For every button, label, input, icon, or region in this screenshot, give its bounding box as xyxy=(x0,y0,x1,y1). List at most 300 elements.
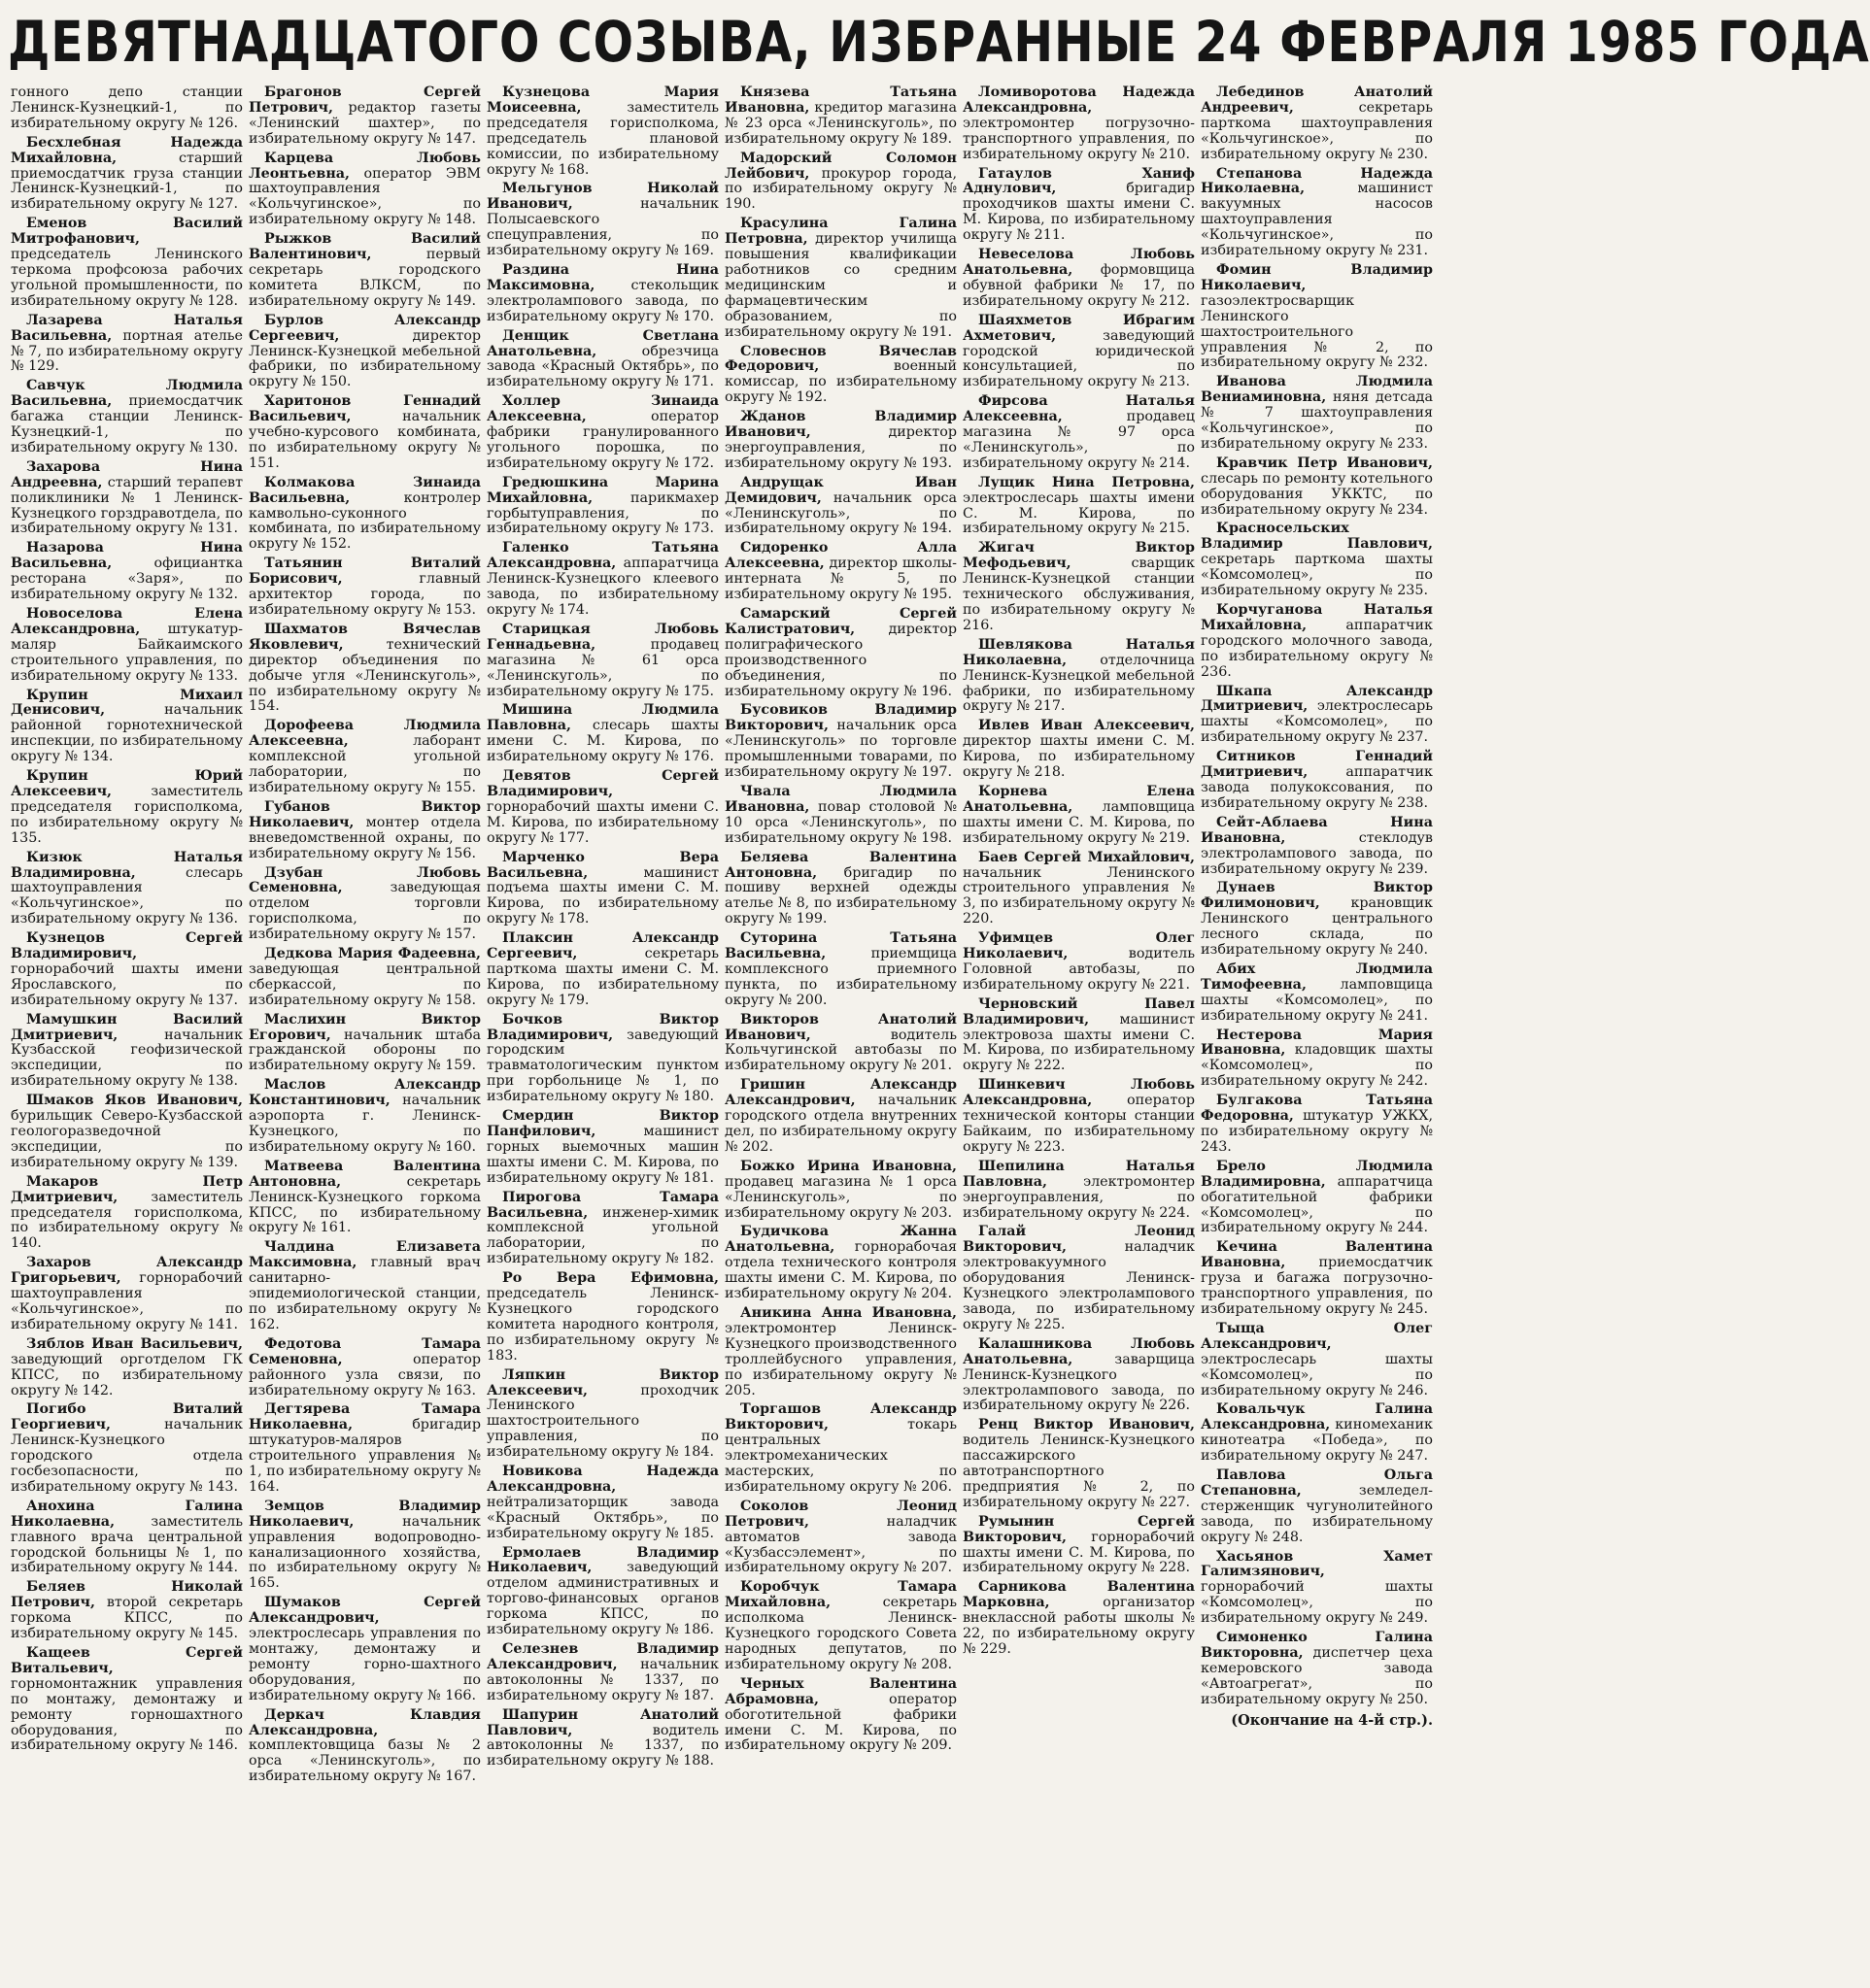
candidate-description: продавец магазина № 1 орса «Ленинскуголь», по избирательному округу № 203. xyxy=(725,1173,957,1221)
candidate-description: начальник Полысаевского спецуправления, по избирательному округу № 169. xyxy=(487,196,719,259)
candidate-entry xyxy=(11,1646,243,1754)
candidate-description: продавец магазина № 61 орса «Ленинскуголь», по избирательному округу № 175. xyxy=(487,636,719,699)
column-3 xyxy=(484,85,722,1984)
candidate-name: Зяблов Иван Васильевич, xyxy=(26,1335,243,1352)
candidate-name: Булгакова Татьяна Федоровна, xyxy=(1201,1093,1433,1125)
candidate-entry xyxy=(487,1109,719,1187)
candidate-entry xyxy=(11,607,243,685)
candidate-name: Захарова Нина Андреевна, xyxy=(11,458,243,490)
candidate-entry xyxy=(1201,881,1433,959)
candidate-description: отделочница Ленинск-Кузнецкой мебельной фабрики, по избирательному округу № 217. xyxy=(963,652,1195,715)
candidate-name: Сейт-Аблаева Нина Ивановна, xyxy=(1201,814,1433,846)
candidate-name: Фирсова Наталья Алексеевна, xyxy=(963,393,1195,425)
candidate-name: Аникина Анна Ивановна, xyxy=(740,1304,957,1321)
candidate-entry xyxy=(725,1499,957,1577)
candidate-description: горнорабочий шахты «Комсомолец», по избирательному округу № 249. xyxy=(1201,1579,1433,1627)
candidate-entry xyxy=(963,167,1195,245)
candidate-entry xyxy=(725,1160,957,1222)
candidate-entry xyxy=(249,1160,481,1237)
candidate-entry xyxy=(11,1013,243,1091)
candidate-description: начальник Кузбасской геофизической экспедиции, по избирательному округу № 138. xyxy=(11,1027,243,1090)
candidate-name: Девятов Сергей Владимирович, xyxy=(487,768,719,799)
candidate-name: Селезнев Владимир Александрович, xyxy=(487,1641,719,1672)
candidate-entry xyxy=(487,394,719,472)
candidate-description: машинист горных выемочных машин шахты имени С. М. Кирова, по избирательному округу № 181. xyxy=(487,1124,719,1186)
candidate-name: Божко Ирина Ивановна, xyxy=(740,1158,957,1174)
candidate-name: Будичкова Жанна Анатольевна, xyxy=(725,1224,957,1256)
candidate-name: Жданов Владимир Иванович, xyxy=(725,409,957,441)
candidate-entry xyxy=(11,1175,243,1253)
candidate-description: электрослесарь шахты «Комсомолец», по избирательному округу № 237. xyxy=(1201,698,1433,746)
candidate-entry xyxy=(963,248,1195,310)
candidate-name: Беляев Николай Петрович, xyxy=(11,1579,243,1611)
candidate-name: Земцов Владимир Николаевич, xyxy=(249,1498,481,1530)
candidate-entry xyxy=(725,345,957,407)
candidate-description: бригадир по пошиву верхней одежды ателье № 8, по избирательному округу № 199. xyxy=(725,864,958,927)
candidate-entry xyxy=(1201,375,1433,453)
candidate-description: заварщица Ленинск-Кузнецкого электролампового завода, по избирательному округу № 226. xyxy=(963,1351,1195,1414)
candidate-entry xyxy=(11,217,243,309)
candidate-name: Крупин Михаил Денисович, xyxy=(11,687,243,719)
candidate-description: продавец магазина № 97 орса «Ленинскуголь», по избирательному округу № 214. xyxy=(963,409,1195,471)
candidate-description: электрослесарь шахты имени С. М. Кирова, по избирательному округу № 215. xyxy=(963,489,1195,537)
candidate-description: ламповщица шахты «Комсомолец», по избирательному округу № 241. xyxy=(1201,976,1433,1024)
candidate-entry xyxy=(249,1402,481,1495)
candidate-entry xyxy=(487,182,719,259)
candidate-name: Тыща Олег Александрович, xyxy=(1201,1320,1433,1352)
candidate-name: Брело Людмила Владимировна, xyxy=(1201,1158,1433,1190)
candidate-entry xyxy=(963,85,1195,163)
candidate-description: начальник орса «Ленинскуголь», по избирательному округу № 194. xyxy=(725,489,957,537)
candidate-name: Лущик Нина Петровна, xyxy=(978,474,1195,490)
candidate-name: Захаров Александр Григорьевич, xyxy=(11,1255,243,1287)
candidate-description: бригадир проходчиков шахты имени С. М. Кирова, по избирательному округу № 211. xyxy=(963,181,1195,244)
candidate-description: старший приемосдатчик груза станции Ленинск-Кузнецкий-1, по избирательному округу № 127. xyxy=(11,150,243,213)
candidate-name: Шахматов Вячеслав Яковлевич, xyxy=(249,621,481,653)
candidate-entry xyxy=(1201,456,1433,519)
candidate-name: Раздина Нина Максимовна, xyxy=(487,261,719,293)
candidate-entry xyxy=(249,556,481,619)
candidate-name: Мадорский Соломон Лейбович, xyxy=(725,150,957,182)
candidate-description: лаборант комплексной угольной лаборатории, по избирательному округу № 155. xyxy=(249,733,481,795)
candidate-description: диспетчер цеха кемеровского завода «Автоагрегат», по избирательному округу № 250. xyxy=(1201,1645,1434,1707)
candidate-entry xyxy=(487,703,719,765)
candidate-description: заведующий городским травматологическим пунктом при горбольнице № 1, по избирательному округу № 180. xyxy=(487,1027,719,1105)
candidate-entry xyxy=(11,851,243,928)
candidate-entry xyxy=(963,785,1195,847)
candidate-entry xyxy=(1201,1028,1433,1091)
candidate-name: Бочков Виктор Владимирович, xyxy=(487,1011,719,1043)
candidate-description: начальник автоколонны № 1337, по избирательному округу № 187. xyxy=(487,1656,719,1703)
candidate-entry xyxy=(249,152,481,229)
candidate-entry xyxy=(487,1013,719,1105)
candidate-entry xyxy=(963,1418,1195,1510)
candidate-entry xyxy=(487,931,719,1009)
candidate-description: оператор фабрики гранулированного угольного порошка, по избирательному округу № 172. xyxy=(487,409,719,471)
candidate-description: официантка ресторана «Заря», по избирательному округу № 132. xyxy=(11,556,243,603)
candidate-description: киномеханик кинотеатра «Победа», по избирательному округу № 247. xyxy=(1201,1417,1433,1465)
candidate-description: заведующая отделом торговли горисполкома, по избирательному округу № 157. xyxy=(249,880,481,943)
candidate-description: электромонтер энергоуправления, по избирательному округу № 224. xyxy=(963,1173,1195,1221)
candidate-description: ламповщица шахты имени С. М. Кирова, по избирательному округу № 219. xyxy=(963,798,1195,846)
column-5 xyxy=(960,85,1198,1984)
candidate-entry xyxy=(963,997,1195,1075)
candidate-name: Дедкова Мария Фадеевна, xyxy=(264,946,481,962)
candidate-entry xyxy=(725,410,957,472)
candidate-entry xyxy=(487,1546,719,1638)
candidate-name: Симоненко Галина Викторовна, xyxy=(1201,1630,1433,1661)
candidate-entry xyxy=(1201,1322,1433,1399)
candidate-description: электромонтер Ленинск-Кузнецкого производственного троллейбусного управления, по избирательному округу № 205. xyxy=(725,1320,957,1398)
candidate-name: Красносельских Владимир Павлович, xyxy=(1201,521,1433,553)
candidate-entry xyxy=(963,1078,1195,1156)
candidate-description: приемосдатчик багажа станции Ленинск-Кузнецкий-1, по избирательному округу № 130. xyxy=(11,393,243,455)
candidate-name: Баев Сергей Михайлович, xyxy=(978,849,1195,865)
candidate-name: Ренц Виктор Иванович, xyxy=(978,1417,1195,1433)
candidate-description: второй секретарь горкома КПСС, по избирательному округу № 145. xyxy=(11,1595,243,1642)
candidate-description: начальник учебно-курсового комбината, по избирательному округу № 151. xyxy=(249,409,481,471)
continuation-note: (Окончание на 4-й стр.). xyxy=(1231,1711,1433,1729)
page-headline: ДЕВЯТНАДЦАТОГО СОЗЫВА, ИЗБРАННЫЕ 24 ФЕВРАЛЯ 1985 ГОДА xyxy=(8,9,1870,75)
candidate-name: Павлова Ольга Степановна, xyxy=(1201,1467,1433,1499)
candidate-entry xyxy=(725,541,957,603)
candidate-entry xyxy=(487,1465,719,1542)
candidate-entry xyxy=(11,1499,243,1577)
candidate-entry xyxy=(11,1580,243,1642)
candidate-entry xyxy=(249,623,481,715)
candidate-description: председатель Ленинск-Кузнецкого городского комитета народного контроля, по избирательному округу № 183. xyxy=(487,1286,719,1364)
candidate-description: повар столовой № 10 орса «Ленинскуголь», по избирательному округу № 198. xyxy=(725,798,957,846)
candidate-name: Румынин Сергей Викторович, xyxy=(963,1513,1195,1545)
candidate-name: Беляева Валентина Антоновна, xyxy=(725,849,957,881)
candidate-name: Ро Вера Ефимовна, xyxy=(502,1270,719,1287)
candidate-description: слесарь шахтоуправления «Кольчугинское», по избирательному округу № 136. xyxy=(11,864,243,927)
candidate-description: заведующий городской юридической консультацией, по избирательному округу № 213. xyxy=(963,327,1195,390)
candidate-entry xyxy=(725,1402,957,1495)
candidate-entry xyxy=(1201,1160,1433,1237)
candidate-description: секретарь парткома шахты имени С. М. Кирова, по избирательному округу № 179. xyxy=(487,946,719,1008)
candidate-entry xyxy=(963,314,1195,391)
candidate-description: электромонтер погрузочно-транспортного управления, по избирательному округу № 210. xyxy=(963,115,1195,162)
candidate-entry xyxy=(1201,685,1433,747)
candidate-description: директор полиграфического производственного объединения, по избирательному округу № 196. xyxy=(725,621,957,699)
candidate-entry xyxy=(249,1596,481,1703)
candidate-description: заведующий орготделом ГК КПСС, по избирательному округу № 142. xyxy=(11,1351,243,1398)
candidate-name: Бесхлебная Надежда Михайловна, xyxy=(11,134,243,166)
candidate-description: электрослесарь шахты «Комсомолец», по избирательному округу № 246. xyxy=(1201,1351,1433,1398)
candidate-entry xyxy=(249,232,481,310)
candidate-description: горнорабочий шахты имени С. М. Кирова, по избирательному округу № 177. xyxy=(487,798,719,846)
candidate-name: Дорофеева Людмила Алексеевна, xyxy=(249,718,481,750)
candidate-description: технический директор объединения по добыче угля «Ленинскуголь», по избирательному округу № 154. xyxy=(249,636,481,715)
candidate-entry xyxy=(1201,167,1433,259)
candidate-entry xyxy=(487,1708,719,1770)
candidate-description: заведующий отделом административных и торгово-финансовых органов горкома КПСС, по избирательному округу № 186. xyxy=(487,1560,719,1638)
candidate-entry xyxy=(249,947,481,1009)
candidate-entry xyxy=(249,800,481,862)
candidate-name: Шумаков Сергей Александрович, xyxy=(249,1595,481,1627)
candidate-description: аппаратчик городского молочного завода, по избирательному округу № 236. xyxy=(1201,617,1433,680)
candidate-entry xyxy=(11,689,243,766)
candidate-entry xyxy=(249,1013,481,1075)
candidate-name: Лебединов Анатолий Андреевич, xyxy=(1201,84,1433,116)
candidate-description: первый секретарь городского комитета ВЛКСМ, по избирательному округу № 149. xyxy=(249,247,481,309)
candidate-entry xyxy=(11,379,243,456)
candidate-name: Хасьянов Хамет Галимзянович, xyxy=(1201,1548,1433,1580)
candidate-description: стеклодув электролампового завода, по избирательному округу № 239. xyxy=(1201,829,1433,877)
candidate-name: Новикова Надежда Александровна, xyxy=(487,1464,719,1495)
candidate-name: Шаяхметов Ибрагим Ахметович, xyxy=(963,312,1195,344)
candidate-entry xyxy=(11,1337,243,1399)
candidate-description: секретарь Ленинск-Кузнецкого горкома КПСС, по избирательному округу № 161. xyxy=(249,1173,481,1236)
candidate-entry xyxy=(249,719,481,796)
candidate-entry xyxy=(1201,85,1433,163)
candidate-description: бурильщик Северо-Кузбасской геологоразведочной экспедиции, по избирательному округу № 139. xyxy=(11,1108,243,1170)
candidate-entry xyxy=(1201,1094,1433,1156)
candidate-description: наладчик автоматов завода «Кузбассэлемент», по избирательному округу № 207. xyxy=(725,1513,957,1576)
candidate-name: Шмаков Яков Иванович, xyxy=(26,1093,243,1109)
candidate-description: парикмахер горбытуправления, по избирательному округу № 173. xyxy=(487,489,719,537)
candidate-entry xyxy=(487,1271,719,1364)
candidate-name: Жигач Виктор Мефодьевич, xyxy=(963,540,1195,572)
candidate-description: начальник Ленинского строительного управления № 3, по избирательному округу № 220. xyxy=(963,864,1195,927)
candidate-description: директор шахты имени С. М. Кирова, по избирательному округу № 218. xyxy=(963,733,1195,781)
candidate-description: организатор внеклассной работы школы № 22, по избирательному округу № 229. xyxy=(963,1595,1195,1657)
candidate-entry xyxy=(1201,1468,1433,1546)
candidate-name: Фомин Владимир Николаевич, xyxy=(1201,261,1433,293)
candidate-name: Кузнецова Мария Моисеевна, xyxy=(487,84,719,116)
candidate-entry xyxy=(725,1580,957,1672)
candidate-description: электрослесарь управления по монтажу, демонтажу и ремонту горно-шахтного оборудования, по избирательному округу № 166. xyxy=(249,1626,481,1703)
candidate-entry xyxy=(1201,263,1433,371)
candidate-description: наладчик электровакуумного оборудования Ленинск-Кузнецкого электролампового завода, по избирательному округу № 225. xyxy=(963,1239,1195,1332)
candidate-name: Кизюк Наталья Владимировна, xyxy=(11,849,243,881)
candidate-entry xyxy=(725,1078,957,1156)
candidate-description: нейтрализаторщик завода «Красный Октябрь», по избирательному округу № 185. xyxy=(487,1494,719,1541)
candidate-name: Невеселова Любовь Анатольевна, xyxy=(963,247,1195,278)
candidate-description: бригадир штукатуров-маляров строительного управления № 1, по избирательному округу № 164. xyxy=(249,1417,481,1495)
candidate-entry xyxy=(487,769,719,847)
candidate-name: Ляпкин Виктор Алексеевич, xyxy=(487,1366,719,1398)
candidate-name: Шепилина Наталья Павловна, xyxy=(963,1158,1195,1190)
candidate-name: Лазарева Наталья Васильевна, xyxy=(11,312,243,344)
candidate-name: Степанова Надежда Николаевна, xyxy=(1201,165,1433,197)
candidate-description: начальник аэропорта г. Ленинск-Кузнецкого, по избирательному округу № 160. xyxy=(249,1093,481,1155)
candidate-entry xyxy=(725,785,957,847)
candidate-description: директор энергоуправления, по избирательному округу № 193. xyxy=(725,424,957,471)
candidate-entry xyxy=(487,623,719,700)
candidate-name: Гредюшкина Марина Михайловна, xyxy=(487,474,719,506)
candidate-name: Гришин Александр Александрович, xyxy=(725,1077,957,1109)
candidate-name: Кащеев Сергей Витальевич, xyxy=(11,1645,243,1676)
candidate-name: Ломиворотова Надежда Александровна, xyxy=(963,84,1195,116)
candidate-name: Федотова Тамара Семеновна, xyxy=(249,1335,481,1367)
candidate-entry xyxy=(249,1708,481,1786)
candidate-name: Красулина Галина Петровна, xyxy=(725,216,957,248)
candidate-name: Соколов Леонид Петрович, xyxy=(725,1498,957,1530)
candidate-name: Ковальчук Галина Александровна, xyxy=(1201,1401,1433,1433)
candidate-entry xyxy=(11,85,243,132)
candidate-name: Нестерова Мария Ивановна, xyxy=(1201,1027,1433,1059)
candidate-description: заместитель главного врача центральной городской больницы № 1, по избирательному округу № 144. xyxy=(11,1513,243,1576)
candidate-entry xyxy=(725,476,957,538)
column-4 xyxy=(722,85,960,1984)
candidate-name: Матвеева Валентина Антоновна, xyxy=(249,1158,481,1190)
candidate-entry xyxy=(963,931,1195,994)
candidate-entry xyxy=(725,217,957,340)
candidate-description: директор Ленинск-Кузнецкой мебельной фабрики, по избирательному округу № 150. xyxy=(249,327,481,390)
candidate-name: Смердин Виктор Панфилович, xyxy=(487,1108,719,1139)
candidate-description: инженер-химик комплексной угольной лаборатории, по избирательному округу № 182. xyxy=(487,1204,719,1267)
candidate-name: Корчуганова Наталья Михайловна, xyxy=(1201,602,1433,633)
candidate-name: Коробчук Тамара Михайловна, xyxy=(725,1579,957,1611)
candidate-description: начальник управления водопроводно-канализационного хозяйства, по избирательному округу № 165. xyxy=(249,1513,481,1592)
candidate-entry xyxy=(249,314,481,391)
candidate-description: крановщик Ленинского центрального лесного склада, по избирательному округу № 240. xyxy=(1201,895,1433,959)
candidate-name: Ситников Геннадий Дмитриевич, xyxy=(1201,749,1433,781)
candidate-name: Макаров Петр Дмитриевич, xyxy=(11,1173,243,1205)
candidate-description: машинист электровоза шахты имени С. М. Кирова, по избирательному округу № 222. xyxy=(963,1011,1195,1074)
candidate-entry xyxy=(963,851,1195,928)
candidate-entry xyxy=(487,851,719,928)
column-6 xyxy=(1198,85,1436,1984)
candidate-description: водитель Кольчугинской автобазы по избирательному округу № 201. xyxy=(725,1027,957,1074)
candidate-name: Корнева Елена Анатольевна, xyxy=(963,783,1195,815)
candidate-name: Татьянин Виталий Борисович, xyxy=(249,556,481,588)
candidate-description: токарь центральных электромеханических мастерских, по избирательному округу № 206. xyxy=(725,1417,957,1495)
candidate-entry xyxy=(725,1013,957,1075)
candidate-name: Чвала Людмила Ивановна, xyxy=(725,783,957,815)
candidate-description: председатель Ленинского теркома профсоюза рабочих угольной промышленности, по избирательному округу № 128. xyxy=(11,247,243,309)
candidate-description: заместитель председателя горисполкома, по избирательному округу № 135. xyxy=(11,783,243,846)
candidate-entry xyxy=(725,703,957,781)
candidate-name: Старицкая Любовь Геннадьевна, xyxy=(487,621,719,653)
candidate-description: обрезчица завода «Красный Октябрь», по избирательному округу № 171. xyxy=(487,343,719,390)
candidate-name: Черновский Павел Владимирович, xyxy=(963,995,1195,1028)
candidate-entry xyxy=(963,1225,1195,1332)
candidate-description: машинист подъема шахты имени С. М. Кирова, по избирательному округу № 178. xyxy=(487,864,719,927)
candidate-name: Пирогова Тамара Васильевна, xyxy=(487,1189,719,1221)
candidate-entry xyxy=(725,607,957,699)
candidate-name: Мельгунов Николай Иванович, xyxy=(487,181,719,213)
candidate-entry xyxy=(1201,522,1433,599)
candidate-name: Андрущак Иван Демидович, xyxy=(725,474,957,506)
candidate-name: Плаксин Александр Сергеевич, xyxy=(487,930,719,962)
candidate-description: машинист вакуумных насосов шахтоуправления «Кольчугинское», по избирательному округу № 231. xyxy=(1201,181,1433,259)
candidate-description: оператор районного узла связи, по избирательному округу № 163. xyxy=(249,1351,481,1398)
candidate-entry xyxy=(1201,1402,1433,1465)
candidate-description: начальник районной горнотехнической инспекции, по избирательному округу № 134. xyxy=(11,702,243,765)
candidate-list-columns xyxy=(8,85,1438,1984)
candidate-entry xyxy=(1201,1240,1433,1318)
candidate-description: директор училища повышения квалификации работников со средним медицинским и фармацевтическим образованием, по избирательному округу № 191. xyxy=(725,231,957,340)
candidate-name: Колмакова Зинаида Васильевна, xyxy=(249,474,481,506)
candidate-name: Дегтярева Тамара Николаевна, xyxy=(249,1401,481,1433)
candidate-name: Калашникова Любовь Анатольевна, xyxy=(963,1335,1195,1367)
candidate-entry xyxy=(725,851,957,928)
candidate-description: слесарь шахты имени С. М. Кирова, по избирательному округу № 176. xyxy=(487,718,719,765)
candidate-entry xyxy=(725,1677,957,1755)
candidate-name: Князева Татьяна Ивановна, xyxy=(725,84,957,116)
candidate-entry xyxy=(963,476,1195,538)
candidate-entry xyxy=(11,314,243,376)
candidate-description: газоэлектросварщик Ленинского шахтостроительного управления № 2, по избирательному округу № 232. xyxy=(1201,292,1433,371)
candidate-name: Брагонов Сергей Петрович, xyxy=(249,84,481,116)
candidate-description: секретарь парткома шахтоуправления «Кольчугинское», по избирательному округу № 230. xyxy=(1201,99,1433,162)
candidate-entry xyxy=(963,1337,1195,1415)
candidate-entry xyxy=(249,394,481,472)
candidate-name: Суторина Татьяна Васильевна, xyxy=(725,930,957,962)
candidate-entry xyxy=(249,1078,481,1156)
candidate-description: главный архитектор города, по избирательному округу № 153. xyxy=(249,571,481,618)
candidate-name: Мамушкин Василий Дмитриевич, xyxy=(11,1011,243,1043)
candidate-entry xyxy=(963,1160,1195,1222)
candidate-description: няня детсада № 7 шахтоуправления «Кольчугинское», по избирательному округу № 233. xyxy=(1201,389,1433,452)
candidate-description: прокурор города, по избирательному округу № 190. xyxy=(725,165,957,213)
candidate-name: Чалдина Елизавета Максимовна, xyxy=(249,1239,481,1271)
candidate-entry xyxy=(963,1515,1195,1577)
candidate-entry xyxy=(11,1402,243,1495)
candidate-name: Ивлев Иван Алексеевич, xyxy=(978,718,1195,734)
candidate-name: Абих Людмила Тимофеевна, xyxy=(1201,960,1433,993)
candidate-name: Кузнецов Сергей Владимирович, xyxy=(11,930,243,962)
candidate-name: Бусовиков Владимир Викторович, xyxy=(725,702,957,734)
candidate-description: горнорабочий шахты имени Ярославского, по избирательному округу № 137. xyxy=(11,960,243,1008)
candidate-description: штукатур-маляр Байкаимского строительного управления, по избирательному округу № 133. xyxy=(11,621,243,684)
candidate-name: Дзубан Любовь Семеновна, xyxy=(249,864,481,896)
candidate-entry xyxy=(11,769,243,847)
candidate-name: Словеснов Вячеслав Федорович, xyxy=(725,343,957,375)
candidate-description: старший терапевт поликлиники № 1 Ленинск-Кузнецкого горздравотдела, по избирательному округу № 131. xyxy=(11,474,243,537)
candidate-entry xyxy=(249,476,481,554)
candidate-entry xyxy=(1201,1631,1433,1708)
candidate-entry xyxy=(725,1306,957,1398)
candidate-name: Шевлякова Наталья Николаевна, xyxy=(963,636,1195,668)
candidate-name: Карцева Любовь Леонтьевна, xyxy=(249,150,481,182)
candidate-name: Дунаев Виктор Филимонович, xyxy=(1201,880,1433,912)
candidate-name: Сидоренко Алла Алексеевна, xyxy=(725,540,957,572)
candidate-description: земледел-стерженщик чугунолитейного завода, по избирательному округу № 248. xyxy=(1201,1482,1433,1545)
candidate-description: заведующая центральной сберкассой, по избирательному округу № 158. xyxy=(249,960,481,1008)
candidate-name: Бурлов Александр Сергеевич, xyxy=(249,312,481,344)
candidate-description: монтер отдела вневедомственной охраны, по избирательному округу № 156. xyxy=(249,814,481,861)
candidate-entry xyxy=(963,1580,1195,1658)
candidate-description: портная ателье № 7, по избирательному округу № 129. xyxy=(11,327,243,375)
candidate-name: Губанов Виктор Николаевич, xyxy=(249,798,481,830)
candidate-description: заместитель председателя горисполкома, председатель плановой комиссии, по избирательному округу № 168. xyxy=(487,99,719,178)
candidate-description: водитель Ленинск-Кузнецкого пассажирского автотранспортного предприятия № 2, по избирательному округу № 227. xyxy=(963,1432,1195,1510)
candidate-entry xyxy=(11,460,243,538)
candidate-entry xyxy=(1201,962,1433,1025)
candidate-name: Галай Леонид Викторович, xyxy=(963,1224,1195,1256)
candidate-entry xyxy=(487,1368,719,1461)
candidate-description: горнорабочая отдела технического контроля шахты имени С. М. Кирова, по избирательному округу № 204. xyxy=(725,1239,957,1302)
candidate-entry xyxy=(249,866,481,944)
candidate-entry xyxy=(725,931,957,1009)
candidate-entry xyxy=(249,85,481,148)
candidate-entry xyxy=(11,541,243,603)
candidate-entry xyxy=(725,1225,957,1302)
candidate-name: Ермолаев Владимир Николаевич, xyxy=(487,1544,719,1576)
candidate-entry xyxy=(1201,816,1433,878)
candidate-entry xyxy=(11,931,243,1009)
candidate-entry xyxy=(249,1499,481,1592)
candidate-entry xyxy=(11,1256,243,1333)
candidate-description: кредитор магазина № 23 орса «Ленинскуголь», по избирательному округу № 189. xyxy=(725,99,957,147)
candidate-entry xyxy=(11,1094,243,1171)
candidate-description: оператор технической конторы станции Байкаим, по избирательному округу № 223. xyxy=(963,1093,1195,1155)
candidate-entry xyxy=(487,1642,719,1704)
